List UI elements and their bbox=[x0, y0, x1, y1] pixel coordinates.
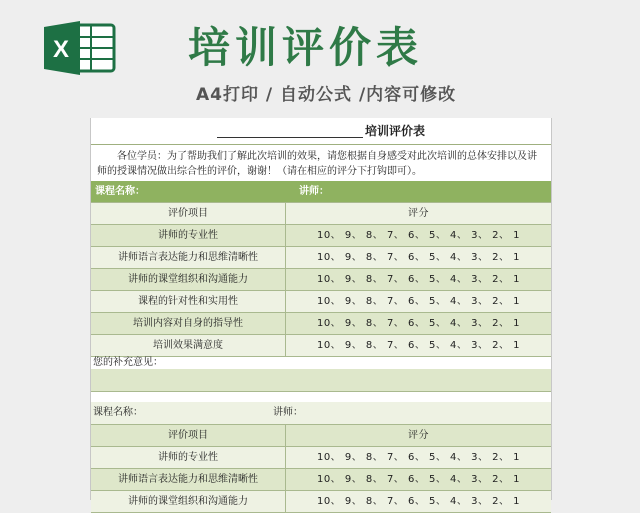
section2-header-row bbox=[91, 402, 551, 425]
form-title-text: 培训评价表 bbox=[364, 124, 425, 138]
score-cell[interactable]: 10、 9、 8、 7、 6、 5、 4、 3、 2、 1 bbox=[316, 496, 521, 507]
table-row[interactable] bbox=[91, 335, 551, 357]
score-cell[interactable]: 10、 9、 8、 7、 6、 5、 4、 3、 2、 1 bbox=[316, 474, 521, 485]
comment-label: 您的补充意见： bbox=[91, 357, 551, 369]
score-cell[interactable]: 10、 9、 8、 7、 6、 5、 4、 3、 2、 1 bbox=[316, 340, 521, 351]
section-spacer bbox=[91, 392, 551, 402]
item-cell: 讲师的专业性 bbox=[91, 447, 286, 468]
excel-logo-icon bbox=[44, 19, 116, 77]
section1-column-header bbox=[91, 203, 551, 225]
score-cell[interactable]: 10、 9、 8、 7、 6、 5、 4、 3、 2、 1 bbox=[316, 230, 521, 241]
lecturer-label[interactable]: 讲师： bbox=[299, 186, 329, 197]
table-row[interactable] bbox=[91, 491, 551, 513]
table-row[interactable] bbox=[91, 469, 551, 491]
section2-column-header bbox=[91, 425, 551, 447]
score-cell[interactable]: 10、 9、 8、 7、 6、 5、 4、 3、 2、 1 bbox=[316, 274, 521, 285]
table-row[interactable] bbox=[91, 313, 551, 335]
table-row[interactable] bbox=[91, 291, 551, 313]
page-subtitle: A4打印 / 自动公式 /内容可修改 bbox=[196, 85, 457, 105]
table-row[interactable] bbox=[91, 247, 551, 269]
item-cell: 培训效果满意度 bbox=[91, 335, 286, 356]
title-blank-line[interactable] bbox=[217, 125, 363, 138]
course-name-label[interactable]: 课程名称： bbox=[95, 186, 145, 197]
item-cell: 培训内容对自身的指导性 bbox=[91, 313, 286, 334]
col-score-header: 评分 bbox=[408, 430, 429, 441]
table-row[interactable] bbox=[91, 447, 551, 469]
score-cell[interactable]: 10、 9、 8、 7、 6、 5、 4、 3、 2、 1 bbox=[316, 296, 521, 307]
score-cell[interactable]: 10、 9、 8、 7、 6、 5、 4、 3、 2、 1 bbox=[316, 318, 521, 329]
item-cell: 讲师语言表达能力和思维清晰性 bbox=[91, 247, 286, 268]
col-score-header: 评分 bbox=[408, 208, 429, 219]
excel-logo-letter: X bbox=[52, 36, 70, 63]
form-title bbox=[91, 118, 551, 145]
item-cell: 讲师的课堂组织和沟通能力 bbox=[91, 491, 286, 512]
table-row[interactable] bbox=[91, 269, 551, 291]
page-title: 培训评价表 bbox=[188, 23, 424, 72]
col-item-header: 评价项目 bbox=[91, 425, 286, 446]
section1-header-row bbox=[91, 181, 551, 203]
item-cell: 讲师语言表达能力和思维清晰性 bbox=[91, 469, 286, 490]
course-name-label[interactable]: 课程名称： bbox=[93, 407, 143, 418]
intro-text: 各位学员：为了帮助我们了解此次培训的效果，请您根据自身感受对此次培训的总体安排以及讲师的授课情况做出综合性的评价，谢谢！（请在相应的评分下打钩即可）。 bbox=[97, 151, 537, 177]
spreadsheet-sheet bbox=[90, 118, 552, 507]
comment-input-row[interactable] bbox=[91, 369, 551, 392]
score-cell[interactable]: 10、 9、 8、 7、 6、 5、 4、 3、 2、 1 bbox=[316, 252, 521, 263]
col-item-header: 评价项目 bbox=[91, 203, 286, 224]
item-cell: 讲师的课堂组织和沟通能力 bbox=[91, 269, 286, 290]
item-cell: 课程的针对性和实用性 bbox=[91, 291, 286, 312]
lecturer-label[interactable]: 讲师： bbox=[273, 407, 303, 418]
table-row[interactable] bbox=[91, 225, 551, 247]
item-cell: 讲师的专业性 bbox=[91, 225, 286, 246]
score-cell[interactable]: 10、 9、 8、 7、 6、 5、 4、 3、 2、 1 bbox=[316, 452, 521, 463]
